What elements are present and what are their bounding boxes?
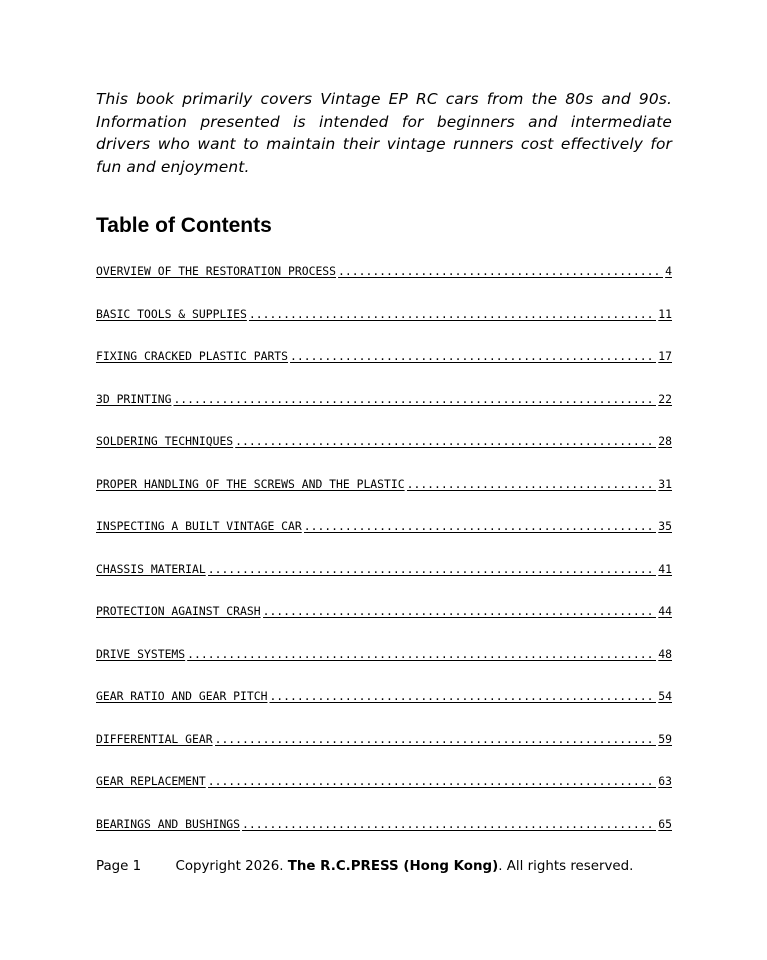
toc-entry-title: GEAR REPLACEMENT	[96, 774, 206, 788]
toc-dot-leader	[187, 646, 656, 662]
toc-entry-page: 31	[658, 476, 672, 491]
toc-entry[interactable]	[96, 731, 672, 774]
toc-entry[interactable]	[96, 773, 672, 816]
toc-entry-title: INSPECTING A BUILT VINTAGE CAR	[96, 519, 302, 533]
intro-paragraph: This book primarily covers Vintage EP RC cars from the 80s and 90s. Information presented is intended for beginners and intermediate drivers who want to maintain their vintage runners cost effectively for fun and enjoyment.	[96, 90, 672, 176]
toc-entry[interactable]	[96, 646, 672, 689]
rights-text: . All rights reserved.	[498, 859, 634, 874]
toc-entry-title: CHASSIS MATERIAL	[96, 561, 206, 576]
toc-entry-title: DRIVE SYSTEMS	[96, 646, 186, 661]
table-of-contents	[96, 263, 672, 858]
toc-entry-page: 44	[658, 604, 672, 618]
toc-entry[interactable]	[96, 476, 672, 519]
toc-entry[interactable]	[96, 306, 672, 349]
toc-entry-page: 35	[658, 519, 672, 533]
toc-entry[interactable]	[96, 561, 672, 604]
toc-entry[interactable]	[96, 391, 672, 434]
toc-entry-page: 22	[658, 391, 672, 406]
toc-entry-page: 41	[658, 561, 672, 576]
toc-dot-leader	[263, 603, 657, 619]
page-footer	[96, 858, 633, 876]
toc-entry-title: BEARINGS AND BUSHINGS	[96, 816, 241, 831]
toc-entry-page: 54	[658, 689, 672, 703]
toc-entry-page: 28	[658, 434, 672, 448]
toc-entry-page: 48	[658, 646, 672, 661]
toc-entry-title: OVERVIEW OF THE RESTORATION PROCESS	[96, 264, 337, 278]
toc-entry-page: 63	[658, 774, 672, 788]
toc-dot-leader	[407, 476, 657, 492]
publisher-name: The R.C.PRESS (Hong Kong)	[287, 859, 499, 874]
toc-dot-leader	[304, 518, 657, 534]
toc-entry[interactable]	[96, 518, 672, 561]
toc-entry[interactable]	[96, 433, 672, 476]
toc-dot-leader	[173, 391, 656, 407]
toc-entry-title: BASIC TOOLS & SUPPLIES	[96, 306, 247, 321]
toc-entry[interactable]	[96, 348, 672, 391]
toc-entry-title: DIFFERENTIAL GEAR	[96, 731, 213, 746]
toc-entry-page: 17	[658, 349, 672, 363]
toc-entry-page: 11	[658, 306, 672, 321]
toc-entry[interactable]	[96, 688, 672, 731]
toc-dot-leader	[208, 773, 657, 789]
toc-entry-page: 4	[665, 264, 672, 278]
toc-entry-title: SOLDERING TECHNIQUES	[96, 434, 234, 448]
toc-dot-leader	[338, 263, 663, 279]
toc-dot-leader	[215, 731, 657, 747]
toc-entry-title: PROPER HANDLING OF THE SCREWS AND THE PLASTIC	[96, 476, 405, 491]
toc-dot-leader	[208, 561, 657, 577]
toc-entry[interactable]	[96, 263, 672, 306]
toc-dot-leader	[242, 816, 656, 832]
page-number: Page 1	[96, 859, 142, 874]
toc-entry-page: 65	[658, 816, 672, 831]
toc-entry-page: 59	[658, 731, 672, 746]
toc-dot-leader	[249, 306, 656, 322]
toc-heading: Table of Contents	[96, 214, 272, 237]
toc-dot-leader	[290, 348, 656, 364]
toc-entry[interactable]	[96, 603, 672, 646]
toc-entry[interactable]	[96, 816, 672, 859]
toc-dot-leader	[235, 433, 656, 449]
toc-entry-title: 3D PRINTING	[96, 391, 172, 406]
toc-dot-leader	[269, 688, 656, 704]
toc-entry-title: PROTECTION AGAINST CRASH	[96, 604, 261, 618]
toc-entry-title: FIXING CRACKED PLASTIC PARTS	[96, 349, 289, 363]
toc-entry-title: GEAR RATIO AND GEAR PITCH	[96, 689, 268, 703]
copyright-text: Copyright 2026.	[175, 859, 284, 874]
